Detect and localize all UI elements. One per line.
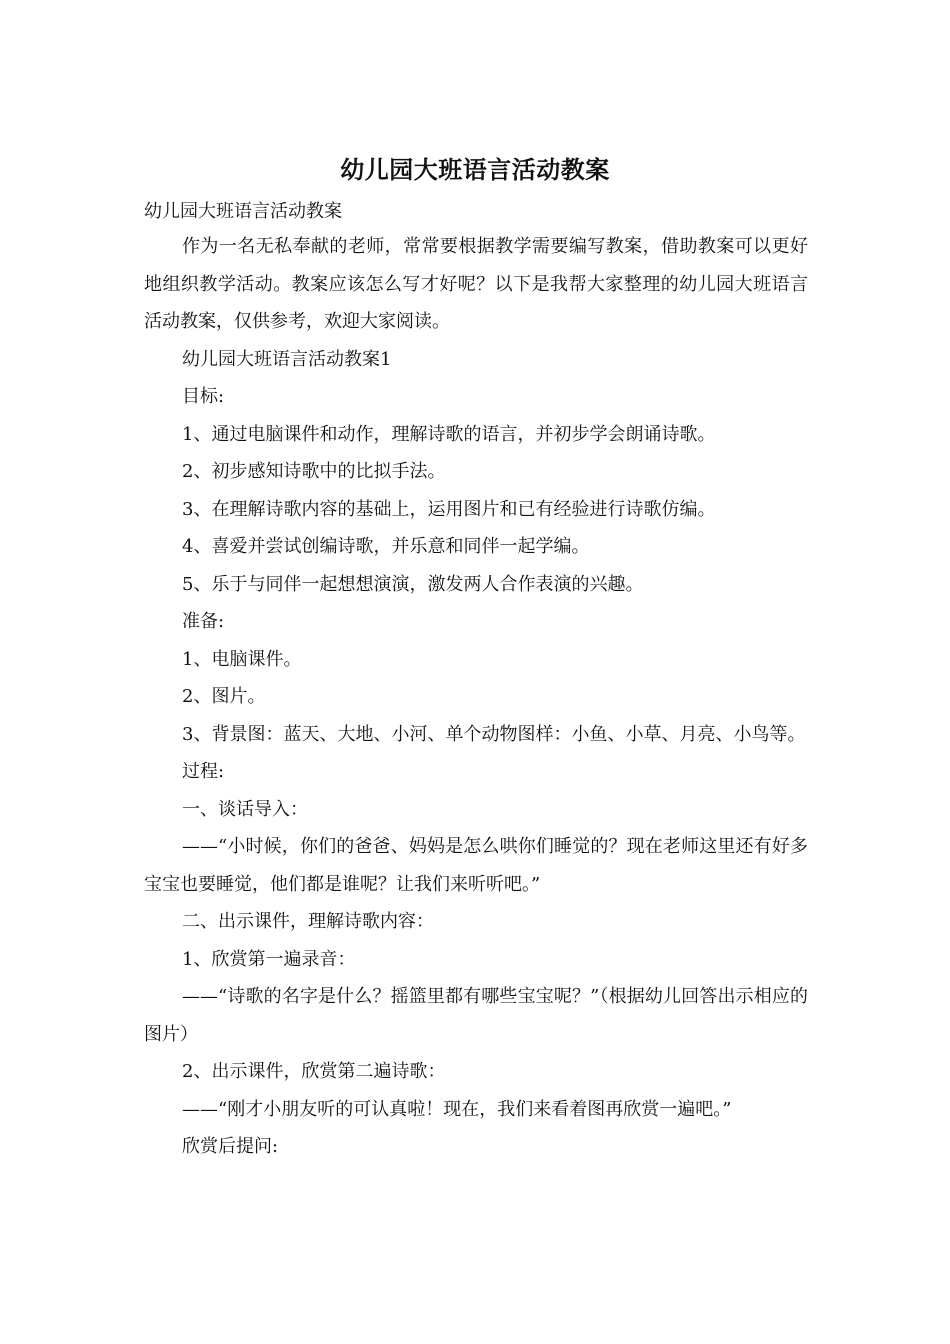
goal-item: 4、喜爱并尝试创编诗歌，并乐意和同伴一起学编。 (182, 536, 590, 557)
process-step: 1、欣赏第一遍录音： (182, 948, 356, 970)
document-title: 幼儿园大班语言活动教案 (340, 155, 610, 184)
goal-item: 3、在理解诗歌内容的基础上，运用图片和已有经验进行诗歌仿编。 (182, 498, 716, 520)
process-quote: ——“刚才小朋友听的可认真啦！现在，我们来看着图再欣赏一遍吧。” (182, 1098, 732, 1120)
document-body (144, 228, 808, 1166)
document-subtitle: 幼儿园大班语言活动教案 (144, 201, 342, 222)
preparation-item: 1、电脑课件。 (182, 648, 302, 670)
preparation-item: 2、图片。 (182, 686, 266, 707)
preparation-heading: 准备: (182, 611, 225, 632)
process-heading: 过程: (182, 761, 225, 782)
intro-paragraph: 作为一名无私奉献的老师，常常要根据教学需要编写教案，借助教案可以更好地组织教学活动。教案应该怎么写才好呢？以下是我帮大家整理的幼儿园大班语言活动教案，仅供参考，欢迎大家阅读。 (144, 236, 808, 332)
goal-item: 2、初步感知诗歌中的比拟手法。 (182, 461, 446, 482)
process-quote: ——“诗歌的名字是什么？摇篮里都有哪些宝宝呢？”（根据幼儿回答出示相应的图片） (144, 986, 808, 1045)
goal-item: 5、乐于与同伴一起想想演演，激发两人合作表演的兴趣。 (182, 573, 644, 595)
process-step: 2、出示课件，欣赏第二遍诗歌： (182, 1061, 446, 1082)
goal-item: 1、通过电脑课件和动作，理解诗歌的语言，并初步学会朗诵诗歌。 (182, 423, 716, 445)
process-quote: ——“小时候，你们的爸爸、妈妈是怎么哄你们睡觉的？现在老师这里还有好多宝宝也要睡觉，他们都是谁呢？让我们来听听吧。” (144, 836, 808, 895)
process-step: 二、出示课件，理解诗歌内容： (182, 911, 434, 932)
process-step: 一、谈话导入： (182, 798, 308, 820)
goals-heading: 目标: (182, 386, 225, 407)
section-heading: 幼儿园大班语言活动教案1 (182, 348, 392, 370)
preparation-item: 3、背景图：蓝天、大地、小河、单个动物图样：小鱼、小草、月亮、小鸟等。 (182, 723, 806, 745)
process-step: 欣赏后提问: (182, 1136, 279, 1157)
